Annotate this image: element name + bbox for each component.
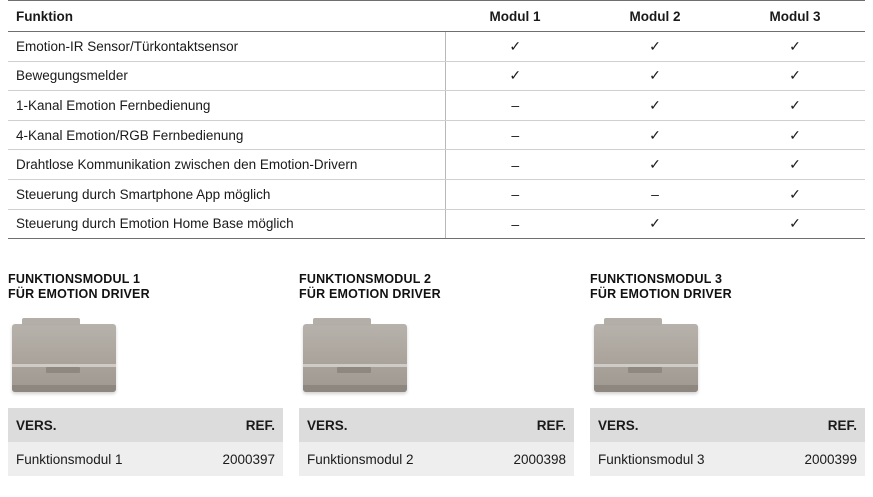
comparison-table-section bbox=[0, 0, 873, 239]
device-notch bbox=[628, 367, 662, 373]
table-row bbox=[299, 442, 574, 476]
table-header-row bbox=[8, 1, 865, 32]
device-notch bbox=[337, 367, 371, 373]
cell-modul-1: – bbox=[445, 120, 585, 150]
row-label: 1-Kanal Emotion Fernbedienung bbox=[8, 91, 445, 121]
cell-modul-2: ✓ bbox=[585, 32, 725, 62]
module-title-line2: FÜR EMOTION DRIVER bbox=[299, 287, 441, 301]
cell-modul-2: – bbox=[585, 179, 725, 209]
row-label: Steuerung durch Emotion Home Base möglich bbox=[8, 209, 445, 239]
funktionsmodul-1-photo bbox=[8, 318, 283, 400]
ref-cell-vers: Funktionsmodul 1 bbox=[8, 442, 179, 476]
table-row bbox=[590, 442, 865, 476]
cell-modul-1: – bbox=[445, 209, 585, 239]
cell-modul-2: ✓ bbox=[585, 150, 725, 180]
module-title-3 bbox=[590, 272, 865, 302]
module-title-line2: FÜR EMOTION DRIVER bbox=[590, 287, 732, 301]
column-header-modul-3: Modul 3 bbox=[725, 1, 865, 32]
module-title-line2: FÜR EMOTION DRIVER bbox=[8, 287, 150, 301]
ref-header-ref: REF. bbox=[179, 408, 284, 442]
module-title-2 bbox=[299, 272, 574, 302]
cell-modul-2: ✓ bbox=[585, 209, 725, 239]
column-header-modul-2: Modul 2 bbox=[585, 1, 725, 32]
cell-modul-3: ✓ bbox=[725, 120, 865, 150]
cell-modul-2: ✓ bbox=[585, 61, 725, 91]
ref-header-vers: VERS. bbox=[8, 408, 179, 442]
funktionsmodul-2-photo bbox=[299, 318, 574, 400]
table-row bbox=[8, 442, 283, 476]
module-title-line1: FUNKTIONSMODUL 3 bbox=[590, 272, 723, 286]
table-row bbox=[8, 209, 865, 239]
table-row bbox=[8, 150, 865, 180]
row-label: Steuerung durch Smartphone App möglich bbox=[8, 179, 445, 209]
cell-modul-3: ✓ bbox=[725, 91, 865, 121]
device-edge bbox=[12, 385, 116, 392]
table-row bbox=[8, 120, 865, 150]
module-title-line1: FUNKTIONSMODUL 2 bbox=[299, 272, 432, 286]
module-card-2 bbox=[291, 272, 582, 476]
reference-table-2 bbox=[299, 408, 574, 476]
cell-modul-3: ✓ bbox=[725, 32, 865, 62]
device-edge bbox=[594, 385, 698, 392]
comparison-table-header bbox=[8, 1, 865, 32]
modules-section bbox=[0, 272, 873, 476]
ref-header-ref: REF. bbox=[761, 408, 866, 442]
funktionsmodul-3-photo bbox=[590, 318, 865, 400]
ref-cell-ref: 2000399 bbox=[761, 442, 866, 476]
cell-modul-3: ✓ bbox=[725, 150, 865, 180]
row-label: Bewegungsmelder bbox=[8, 61, 445, 91]
cell-modul-2: ✓ bbox=[585, 120, 725, 150]
ref-header-ref: REF. bbox=[470, 408, 575, 442]
reference-table-1 bbox=[8, 408, 283, 476]
cell-modul-1: – bbox=[445, 179, 585, 209]
module-title-1 bbox=[8, 272, 283, 302]
ref-header-row bbox=[299, 408, 574, 442]
row-label: 4-Kanal Emotion/RGB Fernbedienung bbox=[8, 120, 445, 150]
module-title-line1: FUNKTIONSMODUL 1 bbox=[8, 272, 141, 286]
device-edge bbox=[303, 385, 407, 392]
ref-header-vers: VERS. bbox=[299, 408, 470, 442]
ref-cell-vers: Funktionsmodul 3 bbox=[590, 442, 761, 476]
cell-modul-3: ✓ bbox=[725, 61, 865, 91]
cell-modul-1: ✓ bbox=[445, 32, 585, 62]
device-notch bbox=[46, 367, 80, 373]
cell-modul-3: ✓ bbox=[725, 209, 865, 239]
cell-modul-1: – bbox=[445, 150, 585, 180]
cell-modul-1: ✓ bbox=[445, 61, 585, 91]
module-device-image bbox=[594, 324, 698, 392]
comparison-table-body bbox=[8, 32, 865, 239]
reference-table-3 bbox=[590, 408, 865, 476]
cell-modul-3: ✓ bbox=[725, 179, 865, 209]
module-card-1 bbox=[0, 272, 291, 476]
column-header-funktion: Funktion bbox=[8, 1, 445, 32]
column-header-modul-1: Modul 1 bbox=[445, 1, 585, 32]
module-device-image bbox=[12, 324, 116, 392]
table-row bbox=[8, 61, 865, 91]
comparison-table bbox=[8, 0, 865, 239]
ref-header-row bbox=[590, 408, 865, 442]
ref-cell-vers: Funktionsmodul 2 bbox=[299, 442, 470, 476]
row-label: Drahtlose Kommunikation zwischen den Emotion-Drivern bbox=[8, 150, 445, 180]
module-card-3 bbox=[582, 272, 873, 476]
table-row bbox=[8, 32, 865, 62]
table-row bbox=[8, 91, 865, 121]
ref-cell-ref: 2000398 bbox=[470, 442, 575, 476]
ref-cell-ref: 2000397 bbox=[179, 442, 284, 476]
cell-modul-2: ✓ bbox=[585, 91, 725, 121]
cell-modul-1: – bbox=[445, 91, 585, 121]
row-label: Emotion-IR Sensor/Türkontaktsensor bbox=[8, 32, 445, 62]
ref-header-vers: VERS. bbox=[590, 408, 761, 442]
ref-header-row bbox=[8, 408, 283, 442]
module-device-image bbox=[303, 324, 407, 392]
table-row bbox=[8, 179, 865, 209]
